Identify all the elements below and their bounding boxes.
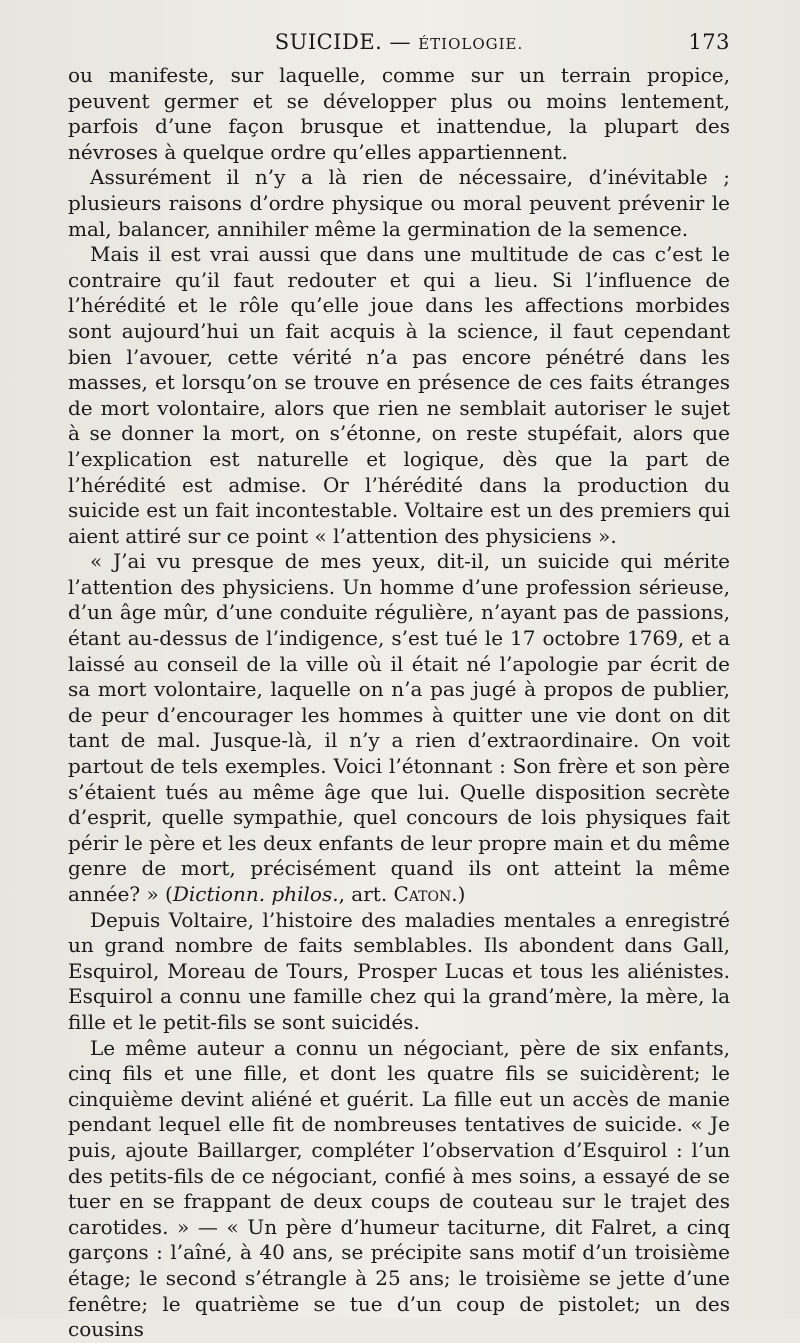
paragraph-continued: ou manifeste, sur laquelle, comme sur un terrain propice, peuvent germer et se développer plus ou moins lentement, parfois d’une façon brusque et inattendue, la plupart des névroses à quelque ordre qu’elles appartiennent. — [68, 63, 730, 164]
paragraph: Mais il est vrai aussi que dans une multitude de cas c’est le contraire qu’il faut redouter et qui a lieu. Si l’influence de l’hérédité et le rôle qu’elle joue dans les affections morbides sont aujourd’hui un fait acquis à la science, il faut cependant bien l’avouer, cette vérité n’a pas encore pénétré dans les masses, et lorsqu’on se trouve en présence de ces faits étranges de mort volontaire, alors que rien ne semblait autoriser le sujet à se donner la mort, on s’étonne, on reste stupéfait, alors que l’explication est naturelle et logique, dès que la part de l’hérédité est admise. Or l’hérédité dans la production du suicide est un fait incontestable. Voltaire est un des premiers qui aient attiré sur ce point « l’attention des physiciens ». — [68, 242, 730, 548]
citation-art: , art. — [338, 882, 394, 906]
citation-close: .) — [451, 882, 466, 906]
quote-text: « J’ai vu presque de mes yeux, dit-il, un suicide qui mérite l’attention des physiciens. Un homme d’une profession sérieuse, d’un âge mûr, d’une conduite régulière, n’ayant pas de passions, étant au-dessus de l’indigence, s’est tué le 17 octobre 1769, et a laissé au conseil de la ville où il était né l’apologie par écrit de sa mort volontaire, laquelle on n’a pas jugé à propos de publier, de peur d’encourager les hommes à quitter une vie dont on dit tant de mal. Jusque-là, il n’y a rien d’extraordinaire. On voit partout de tels exemples. Voici l’étonnant : Son frère et son père s’étaient tués au même âge que lui. Quelle disposition secrète d’esprit, quelle sympathie, quel concours de lois physiques fait périr le père et les deux enfants de leur propre main et du même genre de mort, précisément quand ils ont atteint la même année? » ( — [68, 549, 730, 906]
paragraph: Depuis Voltaire, l’histoire des maladies mentales a enregistré un grand nombre de faits semblables. Ils abondent dans Gall, Esquirol, Moreau de Tours, Prosper Lucas et tous les aliénistes. Esquirol a connu une famille chez qui la grand’mère, la mère, la fille et le petit-fils se sont suicidés. — [68, 907, 730, 1034]
paragraph: Le même auteur a connu un négociant, père de six enfants, cinq fils et une fille, et dont les quatre fils se suicidèrent; le cinquième devint aliéné et guérit. La fille eut un accès de manie pendant lequel elle fit de nombreuses tentatives de suicide. « Je puis, ajoute Baillarger, compléter l’observation d’Esquirol : l’un des petits-fils de ce négociant, confié à mes soins, a essayé de se tuer en se frappant de deux coups de couteau sur le trajet des carotides. » — « Un père d’humeur taciturne, dit Falret, a cinq garçons : l’aîné, à 40 ans, se précipite sans motif d’un troisième étage; le second s’étrangle à 25 ans; le troisième se jette d’une fenêtre; le quatrième se tue d’un coup de pistolet; un des cousins — [68, 1035, 730, 1342]
paragraph-voltaire-quote — [68, 549, 730, 907]
body-text — [68, 63, 730, 1343]
running-title-dash: — — [382, 30, 419, 54]
citation-title: Dictionn. philos. — [172, 882, 339, 906]
running-title-section: ÉTIOLOGIE. — [418, 35, 524, 53]
running-head — [68, 30, 730, 58]
citation-entry: Caton — [393, 882, 452, 906]
page-number: 173 — [688, 30, 730, 54]
running-title — [68, 30, 730, 54]
paragraph: Assurément il n’y a là rien de nécessaire, d’inévitable ; plusieurs raisons d’ordre physique ou moral peuvent prévenir le mal, balancer, annihiler même la germination de la semence. — [68, 165, 730, 241]
running-title-main: SUICIDE. — [274, 30, 383, 54]
